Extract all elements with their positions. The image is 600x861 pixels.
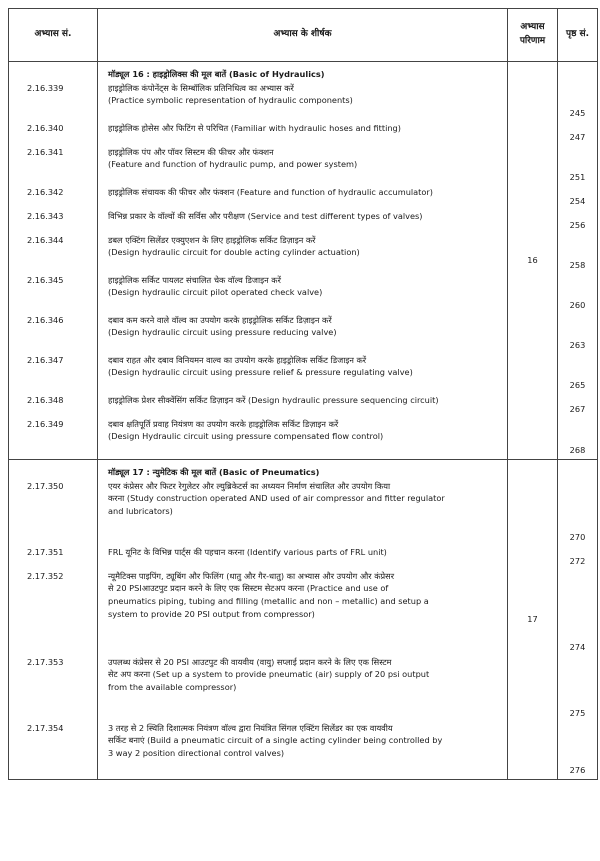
exercise-title-line: न्यूमैटिक्स पाइपिंग, ट्यूबिंग और फिलिंग (धातु और गैर-धातु) का अभ्यास और उपयोग और कंप्रेसर (108, 570, 395, 581)
exercise-number: 2.16.349 (9, 418, 98, 460)
exercise-title-line: 3 तरह से 2 स्थिति दिशात्मक नियंत्रण वॉल्व द्वारा नियंत्रित सिंगल एक्टिंग सिलेंडर का एक वायवीय (108, 722, 393, 733)
page-number: 270 (558, 480, 598, 546)
module-title-page-empty (558, 460, 598, 480)
exercise-title-line: हाइड्रोलिक प्रेशर सीक्वेंसिंग सर्किट डिज़ाइन करें (Design hydraulic pressure sequencing circuit) (108, 394, 439, 405)
exercise-title (98, 418, 508, 460)
header-number: अभ्यास सं. (9, 9, 98, 62)
module-title: मॉड्यूल 16 : हाइड्रोलिक्स की मूल बातें (Basic of Hydraulics) (98, 62, 508, 82)
exercise-title (98, 186, 508, 210)
exercise-title-line: from the available compressor) (108, 681, 237, 692)
exercise-title-line: उपलब्ध कंप्रेसर से 20 PSI आउटपुट की वायवीय (वायु) सप्लाई प्रदान करने के लिए एक सिस्टम (108, 656, 392, 667)
exercise-title-line: FRL यूनिट के विभिन्न पार्ट्स की पहचान करना (Identify various parts of FRL unit) (108, 546, 387, 557)
page-number: 251 (558, 146, 598, 186)
exercise-title-line: and lubricators) (108, 505, 173, 516)
exercise-title-line: हाइड्रोलिक कंपोनेंट्स के सिम्बॉलिक प्रतिनिधित्व का अभ्यास करें (108, 82, 294, 93)
module-block (9, 62, 598, 460)
exercise-title (98, 146, 508, 186)
exercise-number: 2.16.346 (9, 314, 98, 354)
header-title: अभ्यास के शीर्षक (98, 9, 508, 62)
exercise-number: 2.16.345 (9, 274, 98, 314)
exercise-number: 2.16.339 (9, 82, 98, 122)
page-number: 265 (558, 354, 598, 394)
exercise-title (98, 82, 508, 122)
exercise-title-line: pneumatics piping, tubing and filling (metallic and non – metallic) and setup a (108, 595, 429, 606)
exercise-title (98, 274, 508, 314)
exercise-number: 2.16.348 (9, 394, 98, 418)
exercise-title-line: हाइड्रोलिक सर्किट पायलट संचालित चेक वॉल्व डिजाइन करें (108, 274, 281, 285)
exercise-title (98, 210, 508, 234)
module-title-row (9, 460, 598, 480)
exercise-number: 2.16.342 (9, 186, 98, 210)
header-outcome-line2: परिणाम (519, 36, 546, 46)
exercise-title-line: हाइड्रोलिक होसेस और फिटिंग से परिचित (Familiar with hydraulic hoses and fitting) (108, 122, 401, 133)
table-header (9, 9, 598, 62)
exercise-title-line: सेट अप करना (Set up a system to provide pneumatic (air) supply of 20 psi output (108, 669, 430, 680)
exercise-number: 2.17.352 (9, 570, 98, 656)
exercise-title-line: दबाव राहत और दबाव विनियमन वाल्व का उपयोग करके हाइड्रोलिक सर्किट डिजाइन करें (108, 354, 367, 365)
exercise-title (98, 354, 508, 394)
exercise-number: 2.17.353 (9, 656, 98, 722)
header-page: पृष्ठ सं. (558, 9, 598, 62)
exercise-title-line: system to provide 20 PSI output from compressor) (108, 608, 315, 619)
exercise-title-line: (Design hydraulic circuit for double acting cylinder actuation) (108, 247, 360, 258)
exercise-number: 2.17.350 (9, 480, 98, 546)
exercise-title-line: (Design hydraulic circuit pilot operated check valve) (108, 287, 323, 298)
exercise-title-line: (Design Hydraulic circuit using pressure compensated flow control) (108, 431, 384, 442)
exercise-title-line: (Design hydraulic circuit using pressure reducing valve) (108, 327, 337, 338)
page-number: 275 (558, 656, 598, 722)
exercise-number: 2.17.354 (9, 722, 98, 780)
exercise-title (98, 394, 508, 418)
exercise-number: 2.16.341 (9, 146, 98, 186)
exercise-title-line: एयर कंप्रेसर और फिटर रेगुलेटर और ल्युब्रिकेटर्स का अध्ययन निर्माण संचालित और उपयोग किया (108, 480, 391, 491)
exercise-title (98, 722, 508, 780)
module-block (9, 460, 598, 780)
exercise-title-line: हाइड्रोलिक संचायक की फीचर और फंक्शन (Feature and function of hydraulic accumulator) (108, 186, 433, 197)
exercise-title-line: दबाव क्षतिपूर्ति प्रवाह नियंत्रण का उपयोग करके हाइड्रोलिक सर्किट डिज़ाइन करें (108, 418, 339, 429)
module-title-empty (9, 62, 98, 82)
exercise-number: 2.17.351 (9, 546, 98, 570)
module-title-page-empty (558, 62, 598, 82)
learning-outcome: 17 (508, 460, 558, 780)
exercise-title-line: (Practice symbolic representation of hydraulic components) (108, 95, 353, 106)
exercise-title-line: विभिन्न प्रकार के वॉल्वों की सर्विस और परीक्षण (Service and test different types of valves) (108, 210, 423, 221)
exercise-number: 2.16.344 (9, 234, 98, 274)
exercise-title (98, 122, 508, 146)
page-number: 245 (558, 82, 598, 122)
exercise-title (98, 234, 508, 274)
exercise-title (98, 656, 508, 722)
exercise-title-line: दबाव कम करने वाले वॉल्व का उपयोग करके हाइड्रोलिक सर्किट डिज़ाइन करें (108, 314, 332, 325)
page-number: 260 (558, 274, 598, 314)
exercise-title (98, 480, 508, 546)
exercise-title (98, 314, 508, 354)
exercise-title-line: डबल एक्टिंग सिलेंडर एक्युएशन के लिए हाइड्रोलिक सर्किट डिज़ाइन करें (108, 234, 316, 245)
exercise-title-line: (Design hydraulic circuit using pressure relief & pressure regulating valve) (108, 367, 413, 378)
page-number: 254 (558, 186, 598, 210)
learning-outcome: 16 (508, 62, 558, 460)
module-title: मॉड्यूल 17 : न्युमेटिक की मूल बातें (Basic of Pneumatics) (98, 460, 508, 480)
exercise-number: 2.16.343 (9, 210, 98, 234)
exercise-title-line: से 20 PSIआउटपुट प्रदान करने के लिए एक सिस्टम सेटअप करना (Practice and use of (108, 583, 389, 594)
page-number: 256 (558, 210, 598, 234)
exercise-title-line: (Feature and function of hydraulic pump, and power system) (108, 159, 358, 170)
header-outcome-line1: अभ्यास (520, 22, 545, 33)
exercise-title (98, 546, 508, 570)
page-number: 247 (558, 122, 598, 146)
page-number: 263 (558, 314, 598, 354)
page-number: 267 (558, 394, 598, 418)
module-title-empty (9, 460, 98, 480)
exercise-title-line: हाइड्रोलिक पंप और पॉवर सिस्टम की फीचर और फंक्शन (108, 146, 274, 157)
exercise-title (98, 570, 508, 656)
module-title-row (9, 62, 598, 82)
page-number: 258 (558, 234, 598, 274)
exercise-title-line: 3 way 2 position directional control valves) (108, 747, 285, 758)
page-number: 276 (558, 722, 598, 780)
exercise-number: 2.16.340 (9, 122, 98, 146)
exercise-title-line: करना (Study construction operated AND used of air compressor and fitter regulator (108, 493, 445, 504)
page-number: 274 (558, 570, 598, 656)
exercise-index-table (8, 8, 598, 780)
exercise-number: 2.16.347 (9, 354, 98, 394)
page-number: 272 (558, 546, 598, 570)
page-number: 268 (558, 418, 598, 460)
exercise-title-line: सर्किट बनाएं (Build a pneumatic circuit of a single acting cylinder being controlled by (108, 735, 443, 746)
header-outcome (508, 9, 558, 62)
